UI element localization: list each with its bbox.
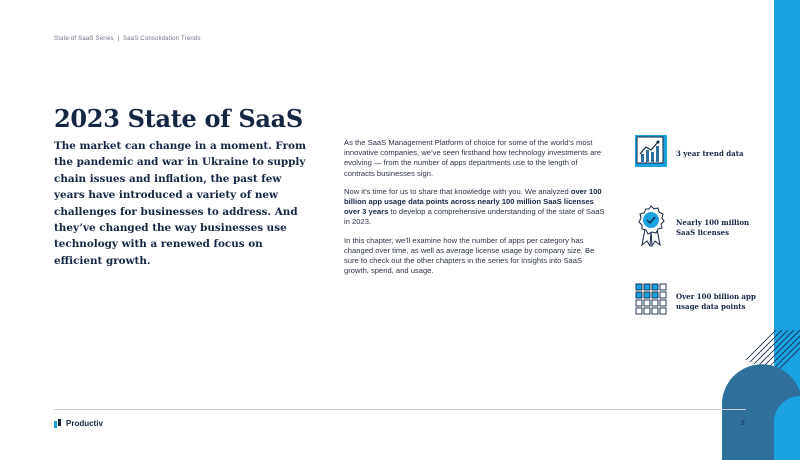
stat-3-line-1: Over 100 billion app — [676, 292, 756, 301]
badge-check-icon — [636, 205, 666, 247]
section-name: SaaS Consolidation Trends — [122, 36, 201, 42]
decorative-shapes — [700, 330, 800, 460]
lead-paragraph: The market can change in a moment. From the pandemic and war in Ukraine to supply chain issues and inflation, the past few years have introduced a variety of new challenges for businesses to address. And they’ve changed the way businesses use technology with a renewed focus on efficient growth. — [54, 140, 307, 267]
body-paragraph-2 — [344, 187, 606, 228]
logo-text: Productiv — [66, 419, 103, 428]
body-p2-end: to develop a comprehensive understanding of the state of SaaS in 2023. — [344, 207, 605, 227]
body-paragraph-1: As the SaaS Management Platform of choice for some of the world’s most innovative companies, we’ve seen firsthand how technology investments are evolving — from the number of apps departments use to the length of contracts businesses sign. — [344, 138, 602, 178]
page-title: 2023 State of SaaS — [54, 104, 303, 133]
productiv-logo-icon — [54, 419, 63, 428]
footer-divider — [54, 409, 746, 410]
productiv-logo — [54, 419, 103, 428]
running-header — [54, 36, 201, 42]
body-p2-start: Now it’s time for us to share that knowledge with you. We analyzed — [344, 186, 571, 196]
body-column — [344, 138, 606, 284]
page-number: 2 — [741, 420, 745, 427]
series-name: State of SaaS Series — [54, 36, 114, 42]
trend-chart-icon — [634, 134, 668, 168]
stat-3-line-2: usage data points — [676, 302, 746, 311]
stat-1-label — [676, 149, 743, 159]
body-p2-highlight: over 100 billion app usage data points across nearly 100 million SaaS licenses over 3 years — [344, 186, 602, 217]
stat-3-label — [676, 292, 756, 312]
stat-2-label — [676, 218, 749, 238]
stat-2-line-2: SaaS licenses — [676, 228, 730, 237]
header-separator: | — [117, 36, 120, 42]
stat-2-line-1: Nearly 100 million — [676, 218, 750, 227]
app-grid-icon — [635, 283, 669, 317]
body-paragraph-3: In this chapter, we’ll examine how the number of apps per category has changed over time, as well as average license usage by company size. Be sure to check out the other chapters in the series for insights into SaaS growth, spend, and usage. — [344, 235, 595, 276]
stat-1-line-1: 3 year trend data — [676, 149, 744, 158]
